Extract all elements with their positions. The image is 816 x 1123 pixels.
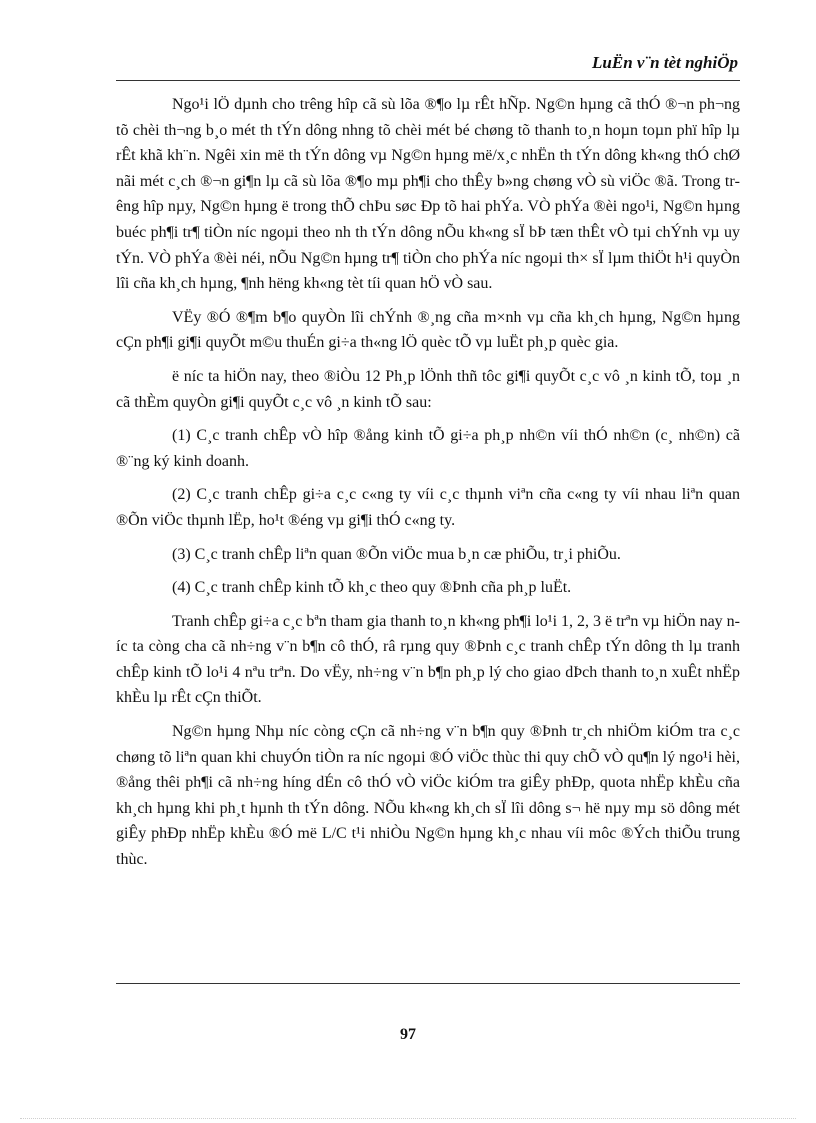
paragraph: ë níc ta hiÖn nay, theo ®iÒu 12 Ph¸p lÖnh thñ tôc gi¶i quyÕt c¸c vô ¸n kinh tÕ, toµ ¸n cã thÈm quyÒn gi¶i quyÕt c¸c vô ¸n kinh tÕ sau: (116, 367, 740, 411)
page-number: 97 (400, 1026, 416, 1043)
header-title: LuËn v¨n tèt nghiÖp (592, 53, 738, 72)
list-item: (3) C¸c tranh chÊp liªn quan ®Õn viÖc mua b¸n cæ phiÕu, tr¸i phiÕu. (172, 545, 621, 563)
list-item: (2) C¸c tranh chÊp gi÷a c¸c c«ng ty víi c¸c thµnh viªn cña c«ng ty víi nhau liªn quan ®Õn viÖc thµnh lËp, ho¹t ®éng vµ gi¶i thÓ c«ng ty. (116, 486, 740, 529)
header-rule (116, 80, 740, 81)
paragraph: Tranh chÊp gi÷a c¸c bªn tham gia thanh to¸n kh«ng ph¶i lo¹i 1, 2, 3 ë trªn vµ hiÖn nay níc ta còng cha cã nh÷ng v¨n b¶n cô thÓ, râ rµng quy ®Þnh c¸c tranh chÊp tÝn dông th lµ tranh chÊp kinh tÕ lo¹i 4 nªu trªn. Do vËy, nh÷ng v¨n b¶n ph¸p lý cho giao dÞch thanh to¸n xuÊt nhËp khÈu lµ rÊt cÇn thiÕt. (116, 612, 740, 707)
page-edge-divider (20, 1118, 796, 1119)
paragraph: VËy ®Ó ®¶m b¶o quyÒn lîi chÝnh ®¸ng cña m×nh vµ cña kh¸ch hµng, Ng©n hµng cÇn ph¶i gi¶i quyÕt m©u thuÉn gi÷a th«ng lÖ quèc tÕ vµ luËt ph¸p quèc gia. (116, 308, 740, 352)
list-item: (1) C¸c tranh chÊp vÒ hîp ®ång kinh tÕ gi÷a ph¸p nh©n víi thÓ nh©n (c¸ nh©n) cã ®¨ng ký kinh doanh. (116, 427, 740, 470)
body-text (116, 92, 740, 881)
paragraph: Ng©n hµng Nhµ níc còng cÇn cã nh÷ng v¨n b¶n quy ®Þnh tr¸ch nhiÖm kiÓm tra c¸c chøng tõ liªn quan khi chuyÓn tiÒn ra níc ngoµi ®Ó viÖc thùc thi quy chÕ vÒ qu¶n lý ngo¹i hèi, ®ång thêi ph¶i cã nh÷ng híng dÉn cô thÓ vÒ viÖc kiÓm tra giÊy phÐp, quota nhËp khÈu cña kh¸ch hµng khi ph¸t hµnh th tÝn dông. NÕu kh«ng kh¸ch sÏ lîi dông s¬ hë nµy mµ sö dông mét giÊy phÐp nhËp khÈu ®Ó më L/C t¹i nhiÒu Ng©n hµng kh¸c nhau víi môc ®Ých thiÕu trung thùc. (116, 723, 740, 869)
list-item: (4) C¸c tranh chÊp kinh tÕ kh¸c theo quy ®Þnh cña ph¸p luËt. (172, 579, 572, 597)
footer-rule (116, 983, 740, 984)
paragraph: Ngo¹i lÖ dµnh cho trêng hîp cã sù lõa ®¶o lµ rÊt hÑp. Ng©n hµng cã thÓ ®¬n ph¬ng tõ chèi th¬ng b¸o mét th tÝn dông nhng tõ chèi mét bé chøng tõ thanh to¸n hoµn toµn phï hîp lµ rÊt khã kh¨n. Ngêi xin më th tÝn dông vµ Ng©n hµng më/x¸c nhËn th tÝn dông kh«ng thÓ chØ nãi mét c¸ch ®¬n gi¶n lµ cã sù lõa ®¶o mµ ph¶i cho thÊy b»ng chøng vÒ sù viÖc ®ã. Trong trêng hîp nµy, Ng©n hµng ë trong thÕ chÞu søc Ðp tõ hai phÝa. VÒ phÝa ®èi ngo¹i, Ng©n hµng buéc ph¶i tr¶ tiÒn níc ngoµi theo nh th tÝn dông nÕu kh«ng sÏ bÞ tæn thÊt vÒ tµi chÝnh vµ uy tÝn. VÒ phÝa ®èi néi, nÕu Ng©n hµng tr¶ tiÒn cho phÝa níc ngoµi th× sÏ lµm thiÖt h¹i quyÒn lîi cña kh¸ch hµng, ¶nh hëng kh«ng tèt tíi quan hÖ vÒ sau. (116, 96, 740, 293)
